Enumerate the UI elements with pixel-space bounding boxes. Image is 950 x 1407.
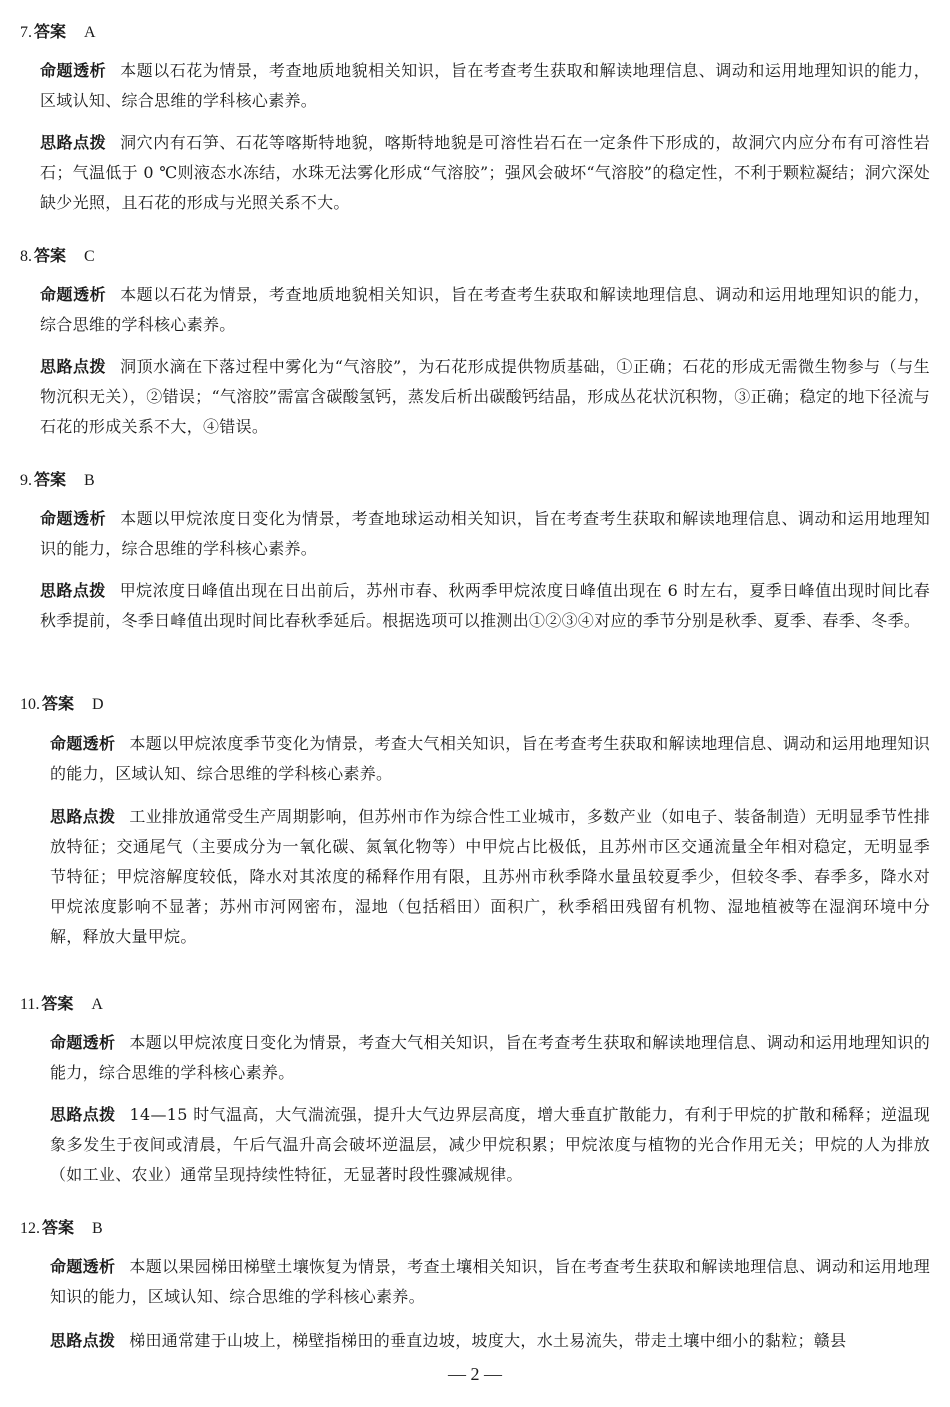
analysis-heading: 命题透析 bbox=[50, 734, 116, 753]
analysis-text: 本题以甲烷浓度日变化为情景，考查地球运动相关知识，旨在考查考生获取和解读地理信息、调动和运用地理知识的能力，综合思维的学科核心素养。 bbox=[40, 509, 931, 558]
answer-value: A bbox=[84, 24, 96, 41]
answer-label: 答案 bbox=[42, 694, 75, 713]
hint-text: 梯田通常建于山坡上，梯壁指梯田的垂直边坡，坡度大，水土易流失，带走土壤中细小的黏粒；赣县 bbox=[129, 1331, 847, 1350]
page-number: — 2 — bbox=[448, 1364, 502, 1384]
answer-line bbox=[20, 994, 103, 1015]
answer-line bbox=[20, 246, 95, 267]
hint-heading: 思路点拨 bbox=[40, 357, 107, 376]
question-number: 9. bbox=[20, 472, 32, 489]
hint-text: 洞穴内有石笋、石花等喀斯特地貌，喀斯特地貌是可溶性岩石在一定条件下形成的，故洞穴内应分布有可溶性岩石；气温低于 0 ℃则液态水冻结，水珠无法雾化形成“气溶胶”；强风会破坏“气溶胶”的稳定性，不利于颗粒凝结；洞穴深处缺少光照，且石花的形成与光照关系不大。 bbox=[40, 133, 931, 212]
analysis-text: 本题以甲烷浓度日变化为情景，考查大气相关知识，旨在考查考生获取和解读地理信息、调动和运用地理知识的能力，综合思维的学科核心素养。 bbox=[50, 1033, 931, 1082]
analysis-text: 本题以石花为情景，考查地质地貌相关知识，旨在考查考生获取和解读地理信息、调动和运用地理知识的能力，区域认知、综合思维的学科核心素养。 bbox=[40, 61, 931, 110]
analysis-heading: 命题透析 bbox=[50, 1257, 116, 1276]
question-number: 7. bbox=[20, 24, 32, 41]
question-number: 8. bbox=[20, 248, 32, 265]
question-number: 10. bbox=[20, 696, 40, 713]
analysis-heading: 命题透析 bbox=[40, 61, 107, 80]
analysis-text: 本题以果园梯田梯壁土壤恢复为情景，考查土壤相关知识，旨在考查考生获取和解读地理信息、调动和运用地理知识的能力，区域认知、综合思维的学科核心素养。 bbox=[50, 1257, 931, 1306]
analysis-paragraph bbox=[50, 729, 930, 789]
hint-heading: 思路点拨 bbox=[50, 807, 116, 826]
analysis-paragraph bbox=[50, 1028, 930, 1088]
hint-paragraph bbox=[40, 352, 930, 442]
answer-label: 答案 bbox=[34, 22, 67, 41]
analysis-text: 本题以石花为情景，考查地质地貌相关知识，旨在考查考生获取和解读地理信息、调动和运用地理知识的能力，综合思维的学科核心素养。 bbox=[40, 285, 931, 334]
analysis-paragraph bbox=[40, 56, 930, 116]
hint-paragraph bbox=[50, 1100, 930, 1190]
answer-label: 答案 bbox=[34, 470, 67, 489]
hint-heading: 思路点拨 bbox=[50, 1331, 116, 1350]
analysis-text: 本题以甲烷浓度季节变化为情景，考查大气相关知识，旨在考查考生获取和解读地理信息、调动和运用地理知识的能力，区域认知、综合思维的学科核心素养。 bbox=[50, 734, 931, 783]
answer-value: C bbox=[84, 248, 95, 265]
hint-paragraph bbox=[50, 802, 930, 952]
hint-text: 工业排放通常受生产周期影响，但苏州市作为综合性工业城市，多数产业（如电子、装备制造）无明显季节性排放特征；交通尾气（主要成分为一氧化碳、氮氧化物等）中甲烷占比极低，且苏州市区交通流量全年相对稳定，无明显季节特征；甲烷溶解度较低，降水对其浓度的稀释作用有限，且苏州市秋季降水量虽较夏季少，但较冬季、春季多，降水对甲烷浓度影响不显著；苏州市河网密布，湿地（包括稻田）面积广，秋季稻田残留有机物、湿地植被等在湿润环境中分解，释放大量甲烷。 bbox=[50, 807, 931, 946]
answer-value: B bbox=[84, 472, 95, 489]
hint-heading: 思路点拨 bbox=[50, 1105, 116, 1124]
answer-label: 答案 bbox=[42, 1218, 75, 1237]
answer-line bbox=[20, 470, 95, 491]
answer-line bbox=[20, 694, 104, 715]
answer-label: 答案 bbox=[41, 994, 74, 1013]
question-number: 11. bbox=[20, 996, 40, 1013]
hint-heading: 思路点拨 bbox=[40, 133, 107, 152]
answer-line bbox=[20, 22, 96, 43]
hint-text: 14—15 时气温高，大气湍流强，提升大气边界层高度，增大垂直扩散能力，有利于甲烷的扩散和稀释；逆温现象多发生于夜间或清晨，午后气温升高会破坏逆温层，减少甲烷积累；甲烷浓度与植物的光合作用无关；甲烷的人为排放（如工业、农业）通常呈现持续性特征，无显著时段性骤减规律。 bbox=[50, 1105, 931, 1184]
hint-text: 洞顶水滴在下落过程中雾化为“气溶胶”，为石花形成提供物质基础，①正确；石花的形成无需微生物参与（与生物沉积无关），②错误；“气溶胶”需富含碳酸氢钙，蒸发后析出碳酸钙结晶，形成丛花状沉积物，③正确；稳定的地下径流与石花的形成关系不大，④错误。 bbox=[40, 357, 930, 436]
hint-paragraph bbox=[40, 128, 930, 218]
question-number: 12. bbox=[20, 1220, 40, 1237]
answer-value: A bbox=[91, 996, 103, 1013]
analysis-paragraph bbox=[40, 504, 930, 564]
hint-text: 甲烷浓度日峰值出现在日出前后，苏州市春、秋两季甲烷浓度日峰值出现在 6 时左右，夏季日峰值出现时间比春秋季提前，冬季日峰值出现时间比春秋季延后。根据选项可以推测出①②③④对应的季节分别是秋季、夏季、春季、冬季。 bbox=[40, 581, 931, 630]
analysis-heading: 命题透析 bbox=[40, 509, 107, 528]
analysis-paragraph bbox=[50, 1252, 930, 1312]
answer-line bbox=[20, 1218, 103, 1239]
hint-paragraph bbox=[40, 576, 930, 636]
analysis-paragraph bbox=[40, 280, 930, 340]
answer-value: B bbox=[92, 1220, 103, 1237]
analysis-heading: 命题透析 bbox=[50, 1033, 116, 1052]
answer-value: D bbox=[92, 696, 104, 713]
analysis-heading: 命题透析 bbox=[40, 285, 107, 304]
hint-heading: 思路点拨 bbox=[40, 581, 106, 600]
hint-paragraph bbox=[50, 1326, 930, 1356]
answer-label: 答案 bbox=[34, 246, 67, 265]
